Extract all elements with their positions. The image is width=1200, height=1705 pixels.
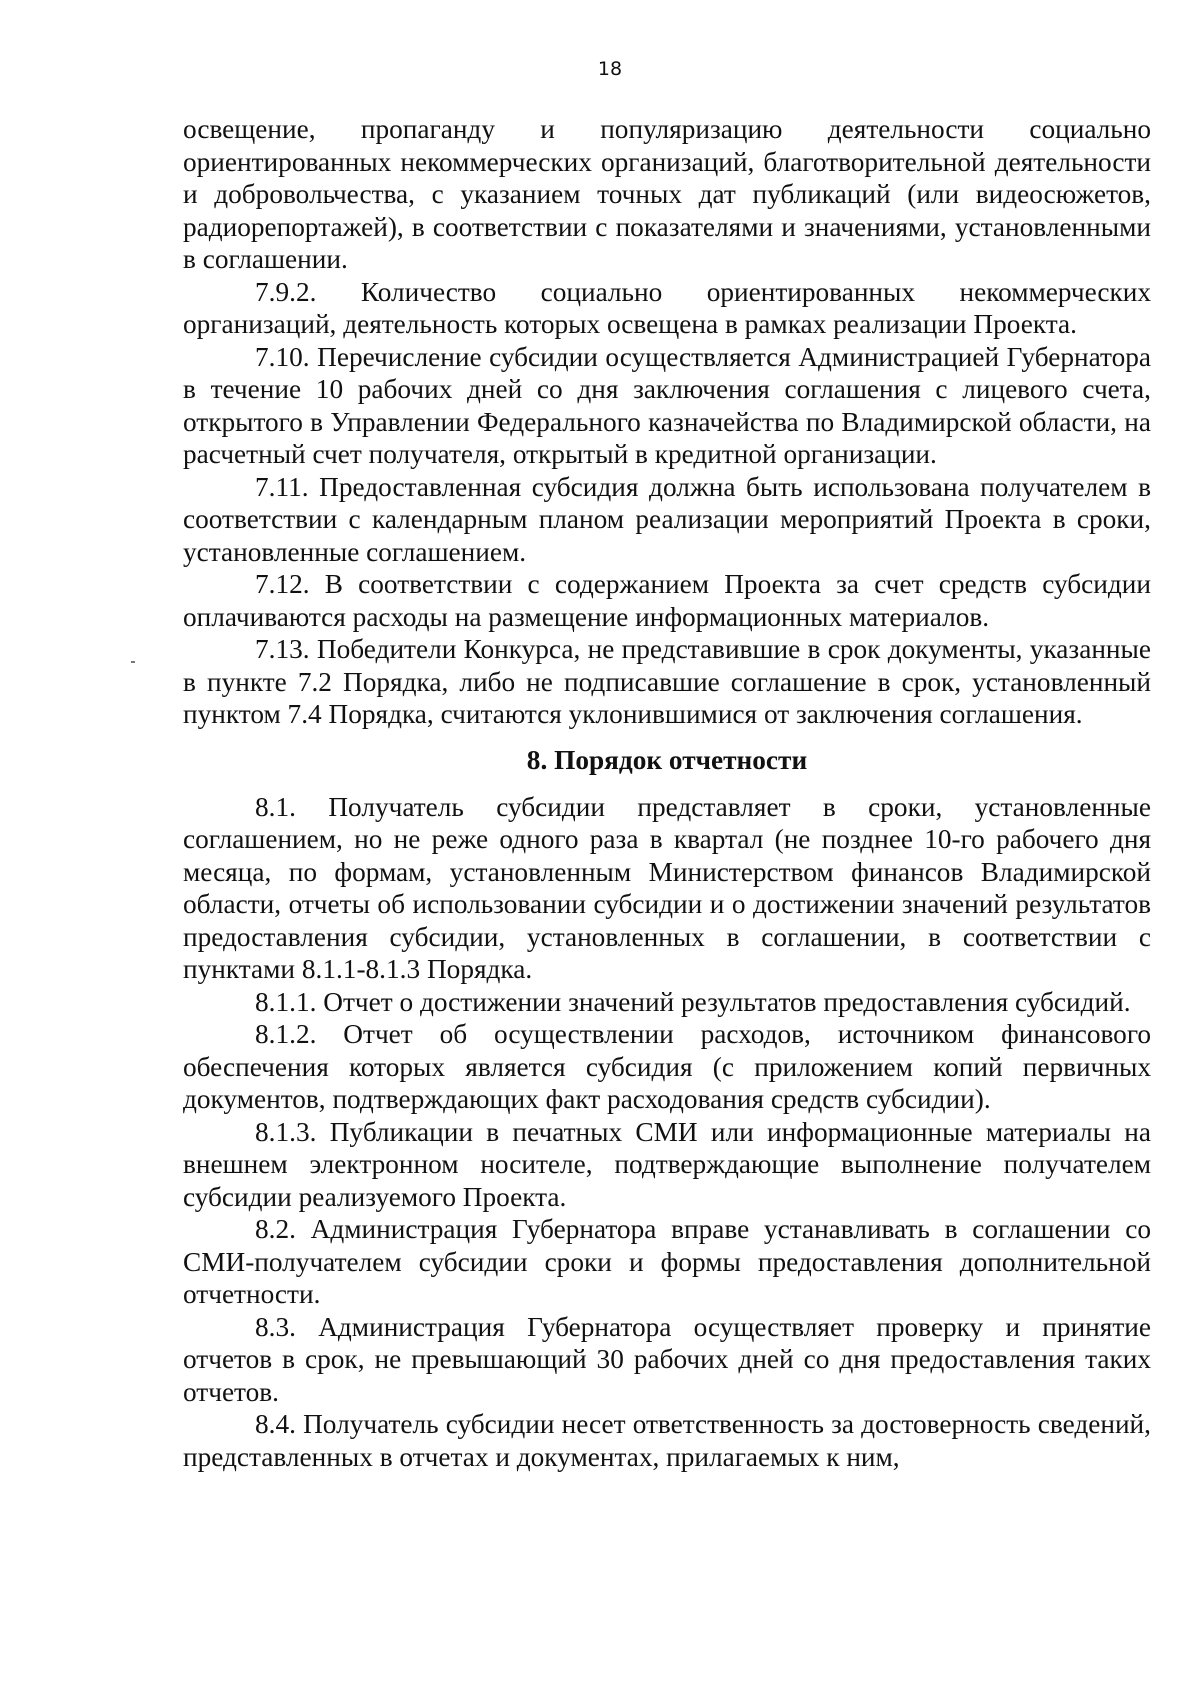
document-body <box>183 113 1151 1473</box>
paragraph-continuation: освещение, пропаганду и популяризацию деятельности социально ориентированных некоммерческих организаций, благотворительной деятельности и добровольчества, с указанием точных дат публикаций (или видеосюжетов, радиорепортажей), в соответствии с показателями и значениями, установленными в соглашении. <box>183 114 1151 274</box>
section-heading: 8. Порядок отчетности <box>526 744 808 775</box>
paragraph-8-1: 8.1. Получатель субсидии представляет в сроки, установленные соглашением, но не реже одного раза в квартал (не позднее 10-го рабочего дня месяца, по формам, установленным Министерством финансов Владимирской области, отчеты об использовании субсидии и о достижении значений результатов предоставления субсидии, установленных в соглашении, в соответствии с пунктами 8.1.1-8.1.3 Порядка. <box>183 791 1151 984</box>
paragraph-7-10: 7.10. Перечисление субсидии осуществляется Администрацией Губернатора в течение 10 рабочих дней со дня заключения соглашения с лицевого счета, открытого в Управлении Федерального казначейства по Владимирской области, на расчетный счет получателя, открытый в кредитной организации. <box>183 341 1151 469</box>
paragraph-8-1-1: 8.1.1. Отчет о достижении значений результатов предоставления субсидий. <box>255 986 1131 1017</box>
paragraph-8-3: 8.3. Администрация Губернатора осуществляет проверку и принятие отчетов в срок, не превышающий 30 рабочих дней со дня предоставления таких отчетов. <box>183 1311 1151 1407</box>
paragraph-7-9-2: 7.9.2. Количество социально ориентированных некоммерческих организаций, деятельность которых освещена в рамках реализации Проекта. <box>183 276 1151 339</box>
paragraph-8-1-3: 8.1.3. Публикации в печатных СМИ или информационные материалы на внешнем электронном носителе, подтверждающие выполнение получателем субсидии реализуемого Проекта. <box>183 1116 1151 1212</box>
paragraph-8-2: 8.2. Администрация Губернатора вправе устанавливать в соглашении со СМИ-получателем субсидии сроки и формы предоставления дополнительной отчетности. <box>183 1214 1151 1309</box>
paragraph-7-12: 7.12. В соответствии с содержанием Проекта за счет средств субсидии оплачиваются расходы на размещение информационных материалов. <box>183 569 1151 632</box>
page-number: 18 <box>597 58 623 80</box>
paragraph-8-1-2: 8.1.2. Отчет об осуществлении расходов, источником финансового обеспечения которых является субсидия (с приложением копий первичных документов, подтверждающих факт расходования средств субсидии). <box>183 1019 1151 1114</box>
margin-mark <box>131 661 135 663</box>
paragraph-8-4: 8.4. Получатель субсидии несет ответственность за достоверность сведений, представленных в отчетах и документах, прилагаемых к ним, <box>183 1409 1151 1472</box>
paragraph-7-13: 7.13. Победители Конкурса, не представившие в срок документы, указанные в пункте 7.2 Порядка, либо не подписавшие соглашение в срок, установленный пунктом 7.4 Порядка, считаются уклонившимися от заключения соглашения. <box>183 634 1151 729</box>
paragraph-7-11: 7.11. Предоставленная субсидия должна быть использована получателем в соответствии с календарным планом реализации мероприятий Проекта в сроки, установленные соглашением. <box>183 471 1151 567</box>
